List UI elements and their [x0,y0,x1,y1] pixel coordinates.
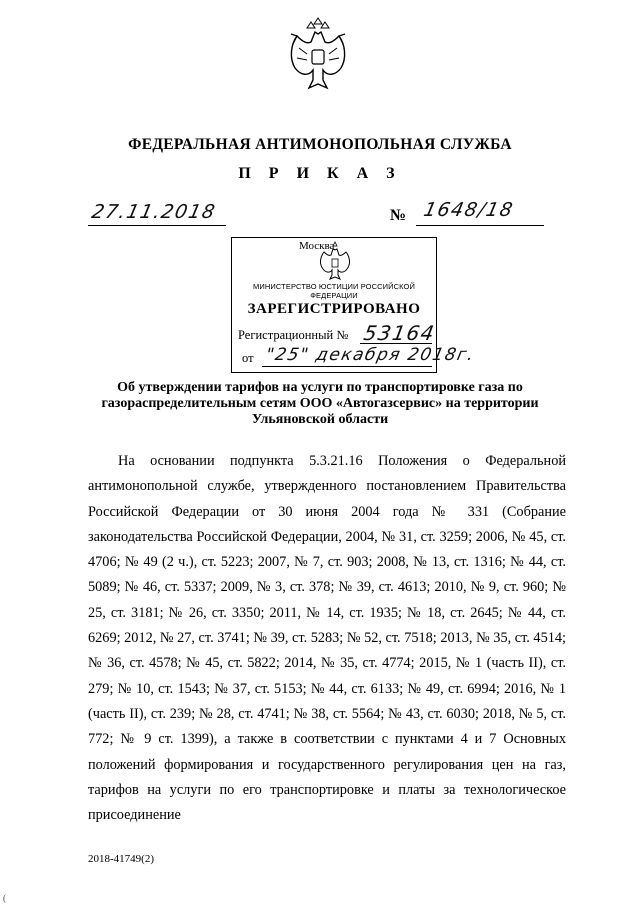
corner-mark: ( [3,893,6,903]
stamp-date-prefix: от [242,351,254,365]
stamp-reg-number: 53164 [361,321,438,345]
stamp-number-underline [360,343,432,344]
registration-stamp [231,237,477,373]
stamp-reg-label: Регистрационный № [238,328,349,342]
document-type: П Р И К А З [238,165,402,182]
stamp-city: Москва [299,240,335,252]
stamp-eagle-icon [316,240,354,282]
stamp-date-underline [262,366,432,367]
organization-title: ФЕДЕРАЛЬНАЯ АНТИМОНОПОЛЬНАЯ СЛУЖБА [128,136,512,153]
order-number-sign: № [390,207,407,224]
order-date: 27.11.2018 [89,201,219,223]
order-heading: Об утверждении тарифов на услуги по транспортировке газа по газораспределительным сетям ООО «Автогазсервис» на территории Ульяновской области [101,380,539,427]
stamp-status: ЗАРЕГИСТРИРОВАНО [247,301,421,317]
date-underline [88,225,226,226]
order-body-text: На основании подпункта 5.3.21.16 Положения о Федеральной антимонопольной службе, утвержденного постановлением Правительства Российской Федерации от 30 июня 2004 года № 331 (Собрание законодательства Российской Федерации, 2004, № 31, ст. 3259; 2006, № 45, ст. 4706; № 49 (2 ч.), ст. 5223; 2007, № 7, ст. 903; 2008, № 13, ст. 1316; № 44, ст. 5089; № 46, ст. 5337; 2009, № 3, ст. 378; № 39, ст. 4613; 2010, № 9, ст. 960; № 25, ст. 3181; № 26, ст. 3350; 2011, № 14, ст. 1935; № 18, ст. 2645; № 44, ст. 6269; 2012, № 27, ст. 3741; № 39, ст. 5283; № 52, ст. 7518; 2013, № 35, ст. 4514; № 36, ст. 4578; № 45, ст. 5822; 2014, № 35, ст. 4774; 2015, № 1 (часть II), ст. 279; № 10, ст. 1543; № 37, ст. 5153; № 44, ст. 6133; № 49, ст. 6994; 2016, № 1 (часть II), ст. 239; № 28, ст. 4741; № 38, ст. 5564; № 43, ст. 6030; 2018, № 5, ст. 772; № 9 ст. 1399), а также в соответствии с пунктами 4 и 7 Основных положений формирования и государственного регулирования цен на газ, тарифов на услуги по его транспортировке и платы за технологическое присоединение [88,453,566,824]
stamp-reg-date: "25" декабря 2018г. [263,345,477,365]
coat-of-arms-icon [283,14,353,94]
stamp-ministry: МИНИСТЕРСТВО ЮСТИЦИИ РОССИЙСКОЙ ФЕДЕРАЦИИ [253,282,415,300]
document-code: 2018-41749(2) [88,853,154,865]
number-underline [416,225,544,226]
order-number: 1648/18 [421,199,516,221]
